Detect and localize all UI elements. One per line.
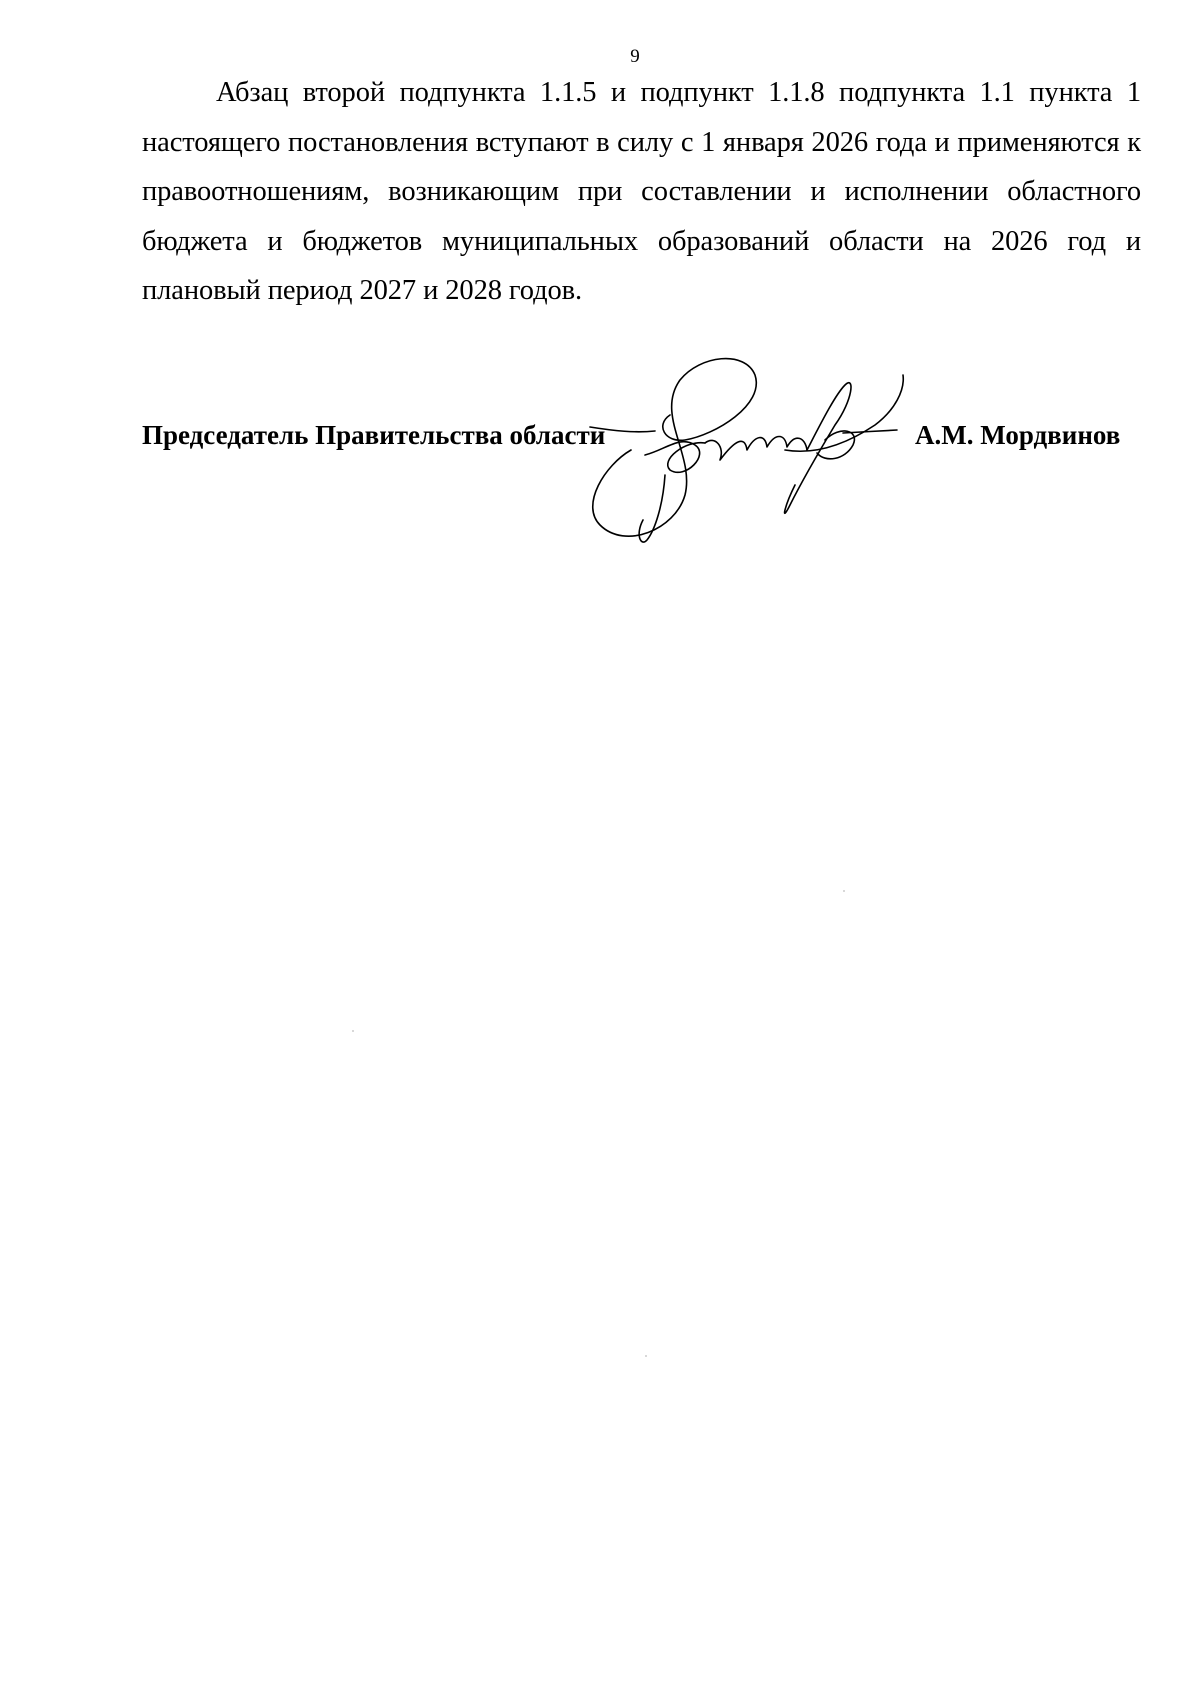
scan-speck <box>352 1030 354 1032</box>
scan-speck <box>843 890 845 892</box>
scan-speck <box>645 1355 647 1357</box>
body-paragraph: Абзац второй подпункта 1.1.5 и подпункт 1.1.8 подпункта 1.1 пункта 1 настоящего постановления вступают в силу с 1 января 2026 года и применяются к правоотношениям, возникающим при составлении и исполнении областного бюджета и бюджетов муниципальных образований области на 2026 год и плановый период 2027 и 2028 годов. <box>142 77 1141 306</box>
signatory-name: А.М. Мордвинов <box>915 420 1121 450</box>
page-number: 9 <box>630 46 640 67</box>
handwritten-signature <box>585 355 945 555</box>
signatory-title: Председатель Правительства области <box>142 420 606 450</box>
